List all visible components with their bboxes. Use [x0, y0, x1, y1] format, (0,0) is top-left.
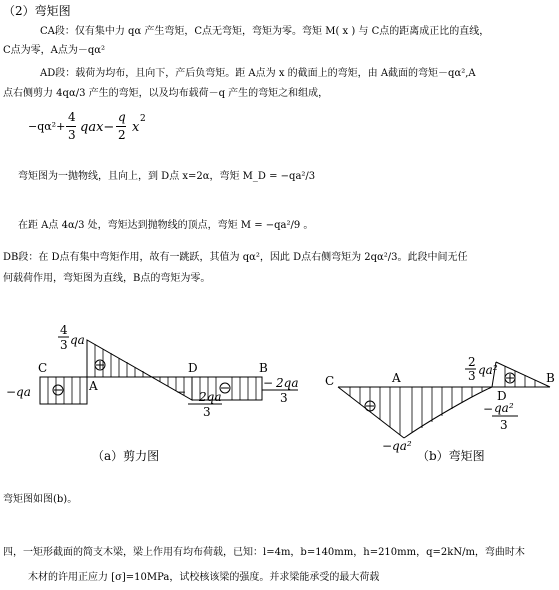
ad-line-1: AD段：载荷为均布，且向下，产后负弯矩。距 A点为 x 的截面上的弯矩，由 A截面的弯矩－qα²,A — [40, 68, 476, 79]
svg-text:4: 4 — [60, 323, 68, 337]
svg-text:A: A — [392, 371, 401, 385]
db-line-2: 何载荷作用，弯矩图为直线，B点的弯矩为零。 — [3, 273, 211, 284]
shear-diagram — [40, 340, 262, 404]
svg-text:C: C — [325, 374, 335, 388]
moment-diagram — [338, 362, 550, 438]
fig-b-caption: （b）弯矩图 — [417, 449, 485, 463]
svg-text:B: B — [546, 371, 555, 385]
svg-text:A: A — [89, 379, 98, 393]
svg-text:2: 2 — [468, 355, 476, 369]
svg-text:−qa²: −qa² — [382, 439, 412, 453]
db-line-1: DB段：在 D点有集中弯矩作用，故有一跳跃，其值为 qα²，因此 D点右侧弯矩为 2qα²/3。此段中间无任 — [3, 252, 468, 263]
svg-text:C: C — [38, 361, 48, 375]
svg-text:−: − — [483, 402, 494, 416]
para-parabola: 弯矩图为一抛物线，且向上，到 D点 x=2α，弯矩 M_D = −qa²/3 — [18, 171, 316, 182]
question-4-line-1: 四，一矩形截面的简支木梁，梁上作用有均布荷载，已知：l=4m，b=140mm，h=210mm，q=2kN/m，弯曲时木 — [3, 547, 525, 558]
figure-reference: 弯矩图如图(b)。 — [3, 494, 78, 505]
svg-text:D: D — [188, 361, 198, 375]
svg-text:B: B — [259, 361, 268, 375]
para-vertex: 在距 A点 4α/3 处，弯矩达到抛物线的顶点，弯矩 M = −qa²/9 。 — [18, 220, 314, 231]
svg-text:D: D — [497, 389, 507, 403]
svg-text:−qa: −qa — [6, 385, 31, 399]
fig-a-caption: （a）剪力图 — [92, 449, 160, 463]
svg-text:3: 3 — [60, 338, 68, 352]
svg-text:qa²: qa² — [494, 401, 514, 415]
ca-line-1: CA段：仅有集中力 qα 产生弯矩，C点无弯矩，弯矩为零。弯矩 M( x ) 与 C点的距离成正比的直线， — [40, 26, 490, 37]
ad-line-2: 点右侧剪力 4qα/3 产生的弯矩，以及均布载荷－q 产生的弯矩之和组成， — [3, 88, 329, 99]
svg-text:qa: qa — [70, 333, 85, 347]
svg-text:3: 3 — [468, 369, 476, 383]
ad-formula: −qα²+ 4 3 qax− q 2 x 2 — [28, 110, 146, 142]
svg-text:3: 3 — [500, 418, 508, 432]
svg-text:qa²: qa² — [478, 363, 498, 377]
svg-text:−: − — [263, 376, 274, 390]
question-4-line-2: 木材的许用正应力 [σ]=10MPa，试校核该梁的强度。并求梁能承受的最大荷载 — [28, 572, 380, 583]
svg-text:3: 3 — [280, 391, 288, 405]
svg-text:2qa: 2qa — [276, 376, 299, 390]
svg-text:3: 3 — [203, 405, 211, 419]
ca-line-2: C点为零，A点为－qα² — [3, 45, 106, 56]
section-heading: （2）弯矩图 — [3, 4, 71, 18]
svg-text:−: − — [176, 385, 187, 399]
diagrams — [0, 320, 559, 480]
svg-text:2qa: 2qa — [199, 390, 222, 404]
